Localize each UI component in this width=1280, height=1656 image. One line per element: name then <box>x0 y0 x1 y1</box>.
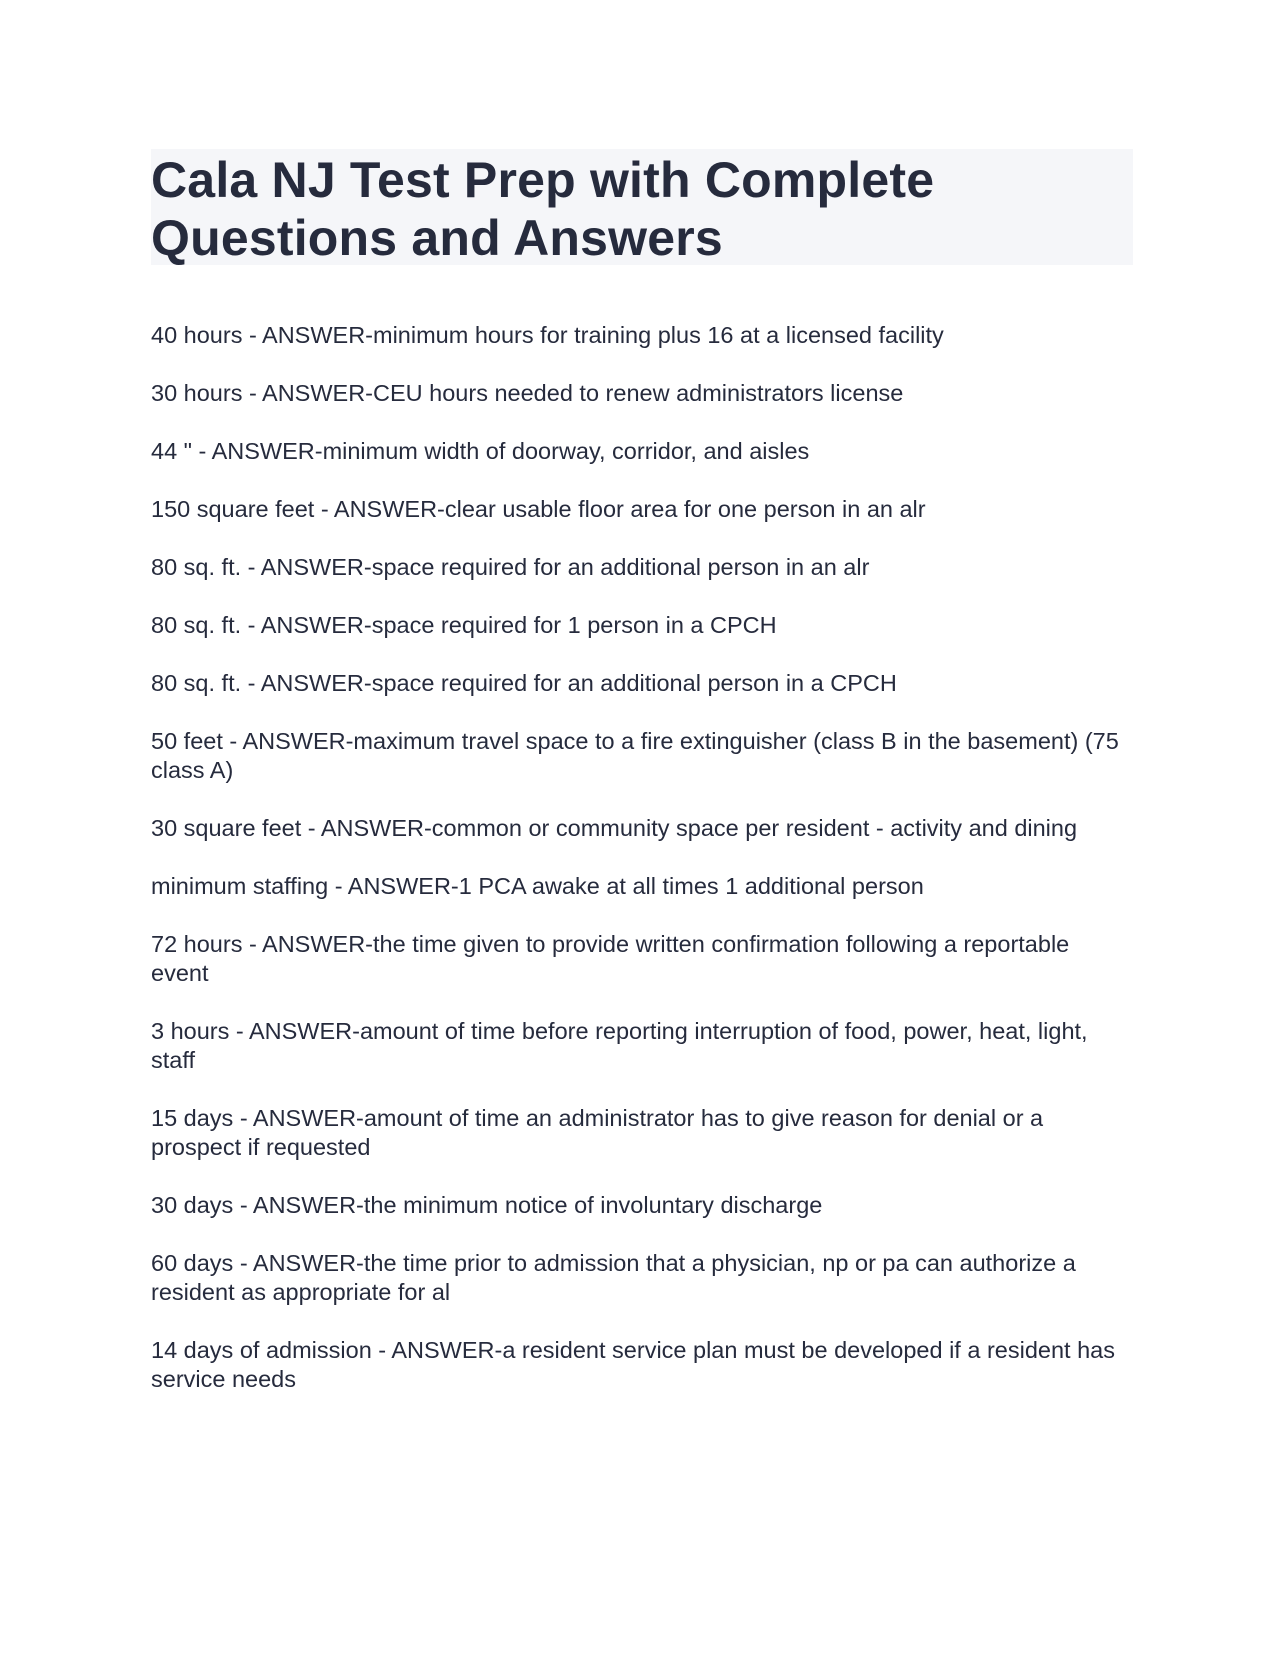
qa-item: 3 hours - ANSWER-amount of time before reporting interruption of food, power, heat, light, staff <box>151 1018 1088 1073</box>
qa-item: 50 feet - ANSWER-maximum travel space to a fire extinguisher (class B in the basement) (75 class A) <box>151 728 1119 783</box>
qa-item: 80 sq. ft. - ANSWER-space required for an additional person in a CPCH <box>151 670 897 696</box>
title-block <box>151 149 1133 265</box>
qa-item: 14 days of admission - ANSWER-a resident service plan must be developed if a resident has service needs <box>151 1337 1115 1392</box>
qa-item: 44 " - ANSWER-minimum width of doorway, corridor, and aisles <box>151 438 810 464</box>
qa-item: 150 square feet - ANSWER-clear usable floor area for one person in an alr <box>151 496 926 522</box>
document-title: Cala NJ Test Prep with Complete Questions and Answers <box>151 152 935 266</box>
qa-item: minimum staffing - ANSWER-1 PCA awake at all times 1 additional person <box>151 873 924 899</box>
qa-item: 30 days - ANSWER-the minimum notice of involuntary discharge <box>151 1192 823 1218</box>
document-page <box>151 149 1133 1392</box>
qa-item: 30 square feet - ANSWER-common or community space per resident - activity and dining <box>151 815 1078 841</box>
qa-item: 72 hours - ANSWER-the time given to provide written confirmation following a reportable event <box>151 931 1070 986</box>
qa-item: 60 days - ANSWER-the time prior to admission that a physician, np or pa can authorize a resident as appropriate for al <box>151 1250 1076 1305</box>
qa-item: 80 sq. ft. - ANSWER-space required for 1 person in a CPCH <box>151 612 777 638</box>
qa-item: 80 sq. ft. - ANSWER-space required for an additional person in an alr <box>151 554 870 580</box>
qa-list <box>151 321 1133 1423</box>
qa-item: 30 hours - ANSWER-CEU hours needed to renew administrators license <box>151 380 904 406</box>
qa-item: 40 hours - ANSWER-minimum hours for training plus 16 at a licensed facility <box>151 322 944 348</box>
qa-item: 15 days - ANSWER-amount of time an administrator has to give reason for denial or a prospect if requested <box>151 1105 1044 1160</box>
